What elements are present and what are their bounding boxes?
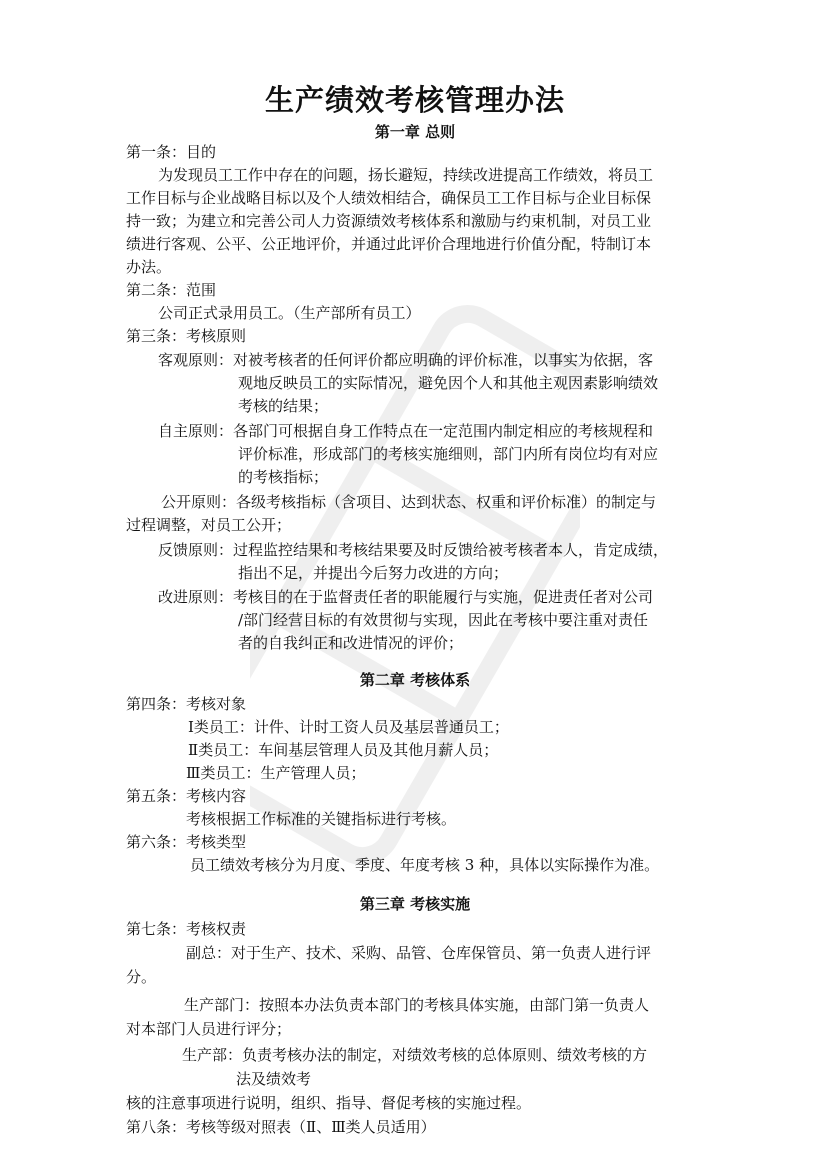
article-1-line: 持一致；为建立和完善公司人力资源绩效考核体系和激励与约束机制，对员工业: [126, 212, 652, 230]
article-1-line: 绩进行客观、公平、公正地评价，并通过此评价合理地进行价值分配，特制订本: [126, 235, 652, 253]
role-deputy-cont: 分。: [126, 968, 157, 986]
article-8-heading: 第八条：考核等级对照表（Ⅱ、Ⅲ类人员适用）: [126, 1118, 436, 1136]
chapter-2-heading: 第二章 考核体系: [359, 671, 471, 689]
principle-autonomy: 自主原则：各部门可根据自身工作特点在一定范围内制定相应的考核规程和: [158, 422, 654, 440]
article-1-line: 办法。: [126, 258, 172, 276]
article-1-line: 工作目标与企业战略目标以及个人绩效相结合，确保员工工作目标与企业目标保: [126, 189, 652, 207]
role-production-cont: 法及绩效考: [236, 1070, 312, 1088]
article-5-heading: 第五条：考核内容: [126, 787, 247, 805]
role-department-cont: 对本部门人员进行评分；: [126, 1020, 292, 1038]
article-2-heading: 第二条：范围: [126, 281, 217, 299]
document-title: 生产绩效考核管理办法: [264, 83, 565, 117]
principle-improve: 改进原则：考核目的在于监督责任者的职能履行与实施，促进责任者对公司: [158, 588, 654, 606]
article-7-heading: 第七条：考核权责: [126, 920, 247, 938]
chapter-1-heading: 第一章 总则: [374, 123, 456, 141]
article-4-heading: 第四条：考核对象: [126, 695, 247, 713]
principle-improve-cont: /部门经营目标的有效贯彻与实现，因此在考核中要注重对责任: [238, 611, 649, 629]
article-5-body: 考核根据工作标准的关键指标进行考核。: [186, 810, 457, 828]
article-6-heading: 第六条：考核类型: [126, 833, 247, 851]
article-2-body: 公司正式录用员工。（生产部所有员工）: [158, 304, 421, 322]
article-1-heading: 第一条：目的: [126, 143, 217, 161]
staff-class-item: Ⅱ类员工：车间基层管理人员及其他月薪人员；: [188, 741, 499, 759]
role-department: 生产部门：按照本办法负责本部门的考核具体实施，由部门第一负责人: [184, 996, 650, 1014]
role-production: 生产部：负责考核办法的制定，对绩效考核的总体原则、绩效考核的方: [182, 1046, 648, 1064]
principle-objective-cont: 观地反映员工的实际情况，避免因个人和其他主观因素影响绩效: [238, 374, 659, 392]
principle-feedback: 反馈原则：过程监控结果和考核结果要及时反馈给被考核者本人，肯定成绩，: [158, 541, 669, 559]
article-6-body: 员工绩效考核分为月度、季度、年度考核 3 种，具体以实际操作为准。: [190, 856, 660, 874]
role-deputy: 副总：对于生产、技术、采购、品管、仓库保管员、第一负责人进行评: [186, 944, 652, 962]
chapter-3-heading: 第三章 考核实施: [359, 895, 471, 913]
article-1-line: 为发现员工工作中存在的问题，扬长避短，持续改进提高工作绩效，将员工: [158, 166, 654, 184]
principle-objective-cont: 考核的结果；: [238, 397, 329, 415]
principle-objective: 客观原则：对被考核者的任何评价都应明确的评价标准，以事实为依据，客: [158, 351, 654, 369]
principle-feedback-cont: 指出不足，并提出今后努力改进的方向；: [238, 564, 509, 582]
staff-class-item: Ⅲ类员工：生产管理人员；: [186, 764, 366, 782]
article-3-heading: 第三条：考核原则: [126, 327, 247, 345]
role-production-cont: 核的注意事项进行说明，组织、指导、督促考核的实施过程。: [126, 1094, 532, 1112]
principle-autonomy-cont: 的考核指标；: [238, 468, 329, 486]
principle-improve-cont: 者的自我纠正和改进情况的评价；: [238, 634, 464, 652]
principle-open: 公开原则：各级考核指标（含项目、达到状态、权重和评价标准）的制定与: [161, 493, 657, 511]
staff-class-item: Ⅰ类员工：计件、计时工资人员及基层普通员工；: [188, 718, 509, 736]
principle-autonomy-cont: 评价标准，形成部门的考核实施细则，部门内所有岗位均有对应: [238, 445, 659, 463]
principle-open-cont: 过程调整，对员工公开；: [126, 516, 292, 534]
